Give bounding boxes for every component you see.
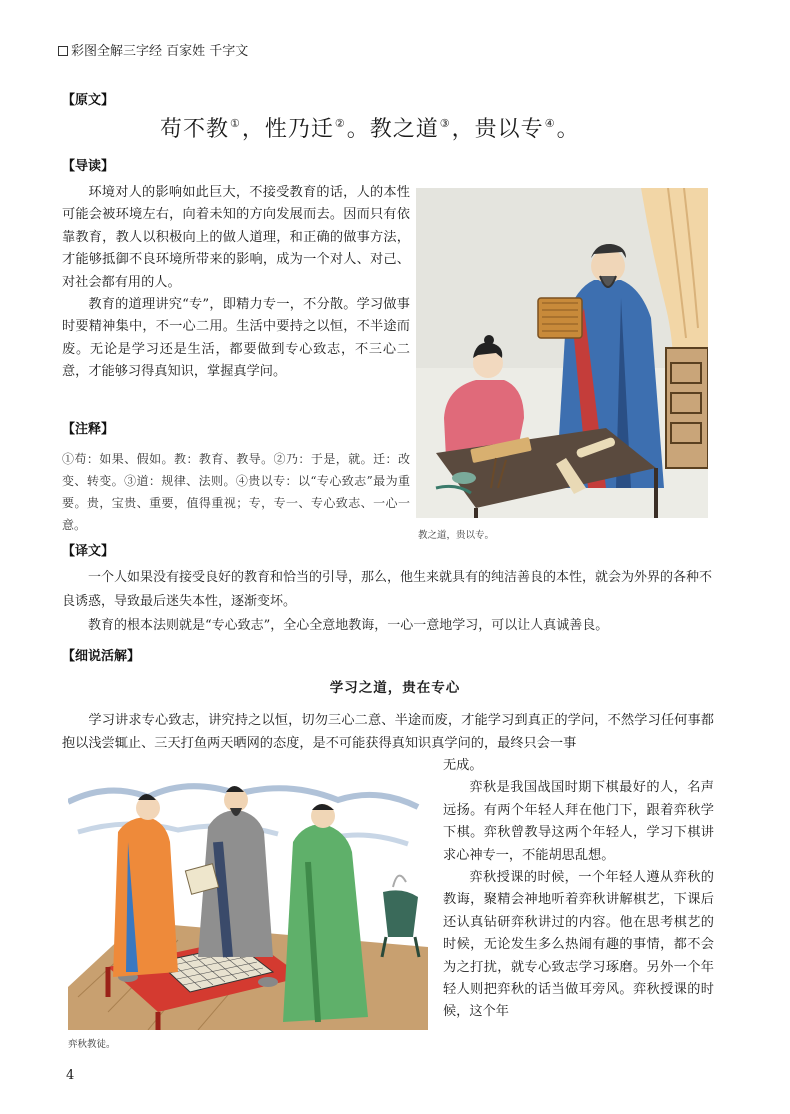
caption-top-image: 教之道，贵以专。 xyxy=(418,530,495,541)
explain-intro-paragraph: 学习讲求专心致志，讲究持之以恒，切勿三心二意、半途而废，才能学习到真正的学问，不然学习任何事都抱以浅尝辄止、三天打鱼两天晒网的态度，是不可能获得真知识真学问的，最终只会一事 xyxy=(62,713,714,751)
section-label-notes: 【注释】 xyxy=(62,422,115,437)
explain-continuation: 无成。 xyxy=(443,758,483,773)
original-clause: ，性乃迁 xyxy=(241,117,334,142)
page-number: 4 xyxy=(66,1068,75,1083)
illustration-teacher-student xyxy=(416,188,708,518)
note-ref: ① xyxy=(230,117,241,130)
section-label-guide: 【导读】 xyxy=(62,159,115,174)
running-title: 彩图全解三字经 百家姓 千字文 xyxy=(71,44,249,59)
explain-right-column xyxy=(443,755,714,1024)
original-clause: 。教之道 xyxy=(346,117,439,142)
original-clause: 。 xyxy=(556,117,580,142)
section-label-original: 【原文】 xyxy=(62,93,115,108)
explain-subheading: 学习之道，贵在专心 xyxy=(329,680,461,696)
caption-bottom-image: 弈秋教徒。 xyxy=(68,1039,116,1050)
header-box-icon xyxy=(58,46,68,56)
translation-paragraph: 一个人如果没有接受良好的教育和恰当的引导，那么，他生来就具有的纯洁善良的本性，就会为外界的各种不良诱惑，导致最后迷失本性，逐渐变坏。 xyxy=(62,570,713,609)
explain-intro xyxy=(62,710,714,755)
explain-paragraph: 弈秋是我国战国时期下棋最好的人，名声远扬。有两个年轻人拜在他门下，跟着弈秋学下棋。弈秋曾教导这两个年轻人，学习下棋讲求心神专一，不能胡思乱想。 xyxy=(443,780,714,863)
section-label-translation: 【译文】 xyxy=(62,544,115,559)
note-ref: ③ xyxy=(439,117,451,130)
teacher-student-painting xyxy=(416,188,708,518)
original-clause: ，贵以专 xyxy=(451,117,544,142)
illustration-yiqiu-teaching xyxy=(68,772,428,1030)
original-clause: 苟不教 xyxy=(160,117,230,142)
translation-text xyxy=(62,566,714,638)
running-header xyxy=(58,40,248,59)
section-label-explain: 【细说活解】 xyxy=(62,649,141,664)
yiqiu-painting xyxy=(68,772,428,1030)
note-ref: ④ xyxy=(544,117,556,130)
translation-paragraph: 教育的根本法则就是“专心致志”，全心全意地教诲，一心一意地学习，可以让人真诚善良。 xyxy=(88,618,609,633)
guide-text xyxy=(62,182,410,384)
guide-paragraph: 教育的道理讲究“专”，即精力专一，不分散。学习做事时要精神集中，不一心二用。生活中要持之以恒，不半途而废。无论是学习还是生活，都要做到专心致志，不三心二意，才能够习得真知识，掌握真学问。 xyxy=(62,297,410,380)
notes-text: ①苟：如果、假如。教：教育、教导。②乃：于是，就。迁：改变、转变。③道：规律、法则。④贵以专：以“专心致志”最为重要。贵，宝贵、重要，值得重视；专，专一、专心致志、一心一意。 xyxy=(62,452,410,532)
explain-paragraph: 弈秋授课的时候，一个年轻人遵从弈秋的教诲，聚精会神地听着弈秋讲解棋艺，下课后还认真钻研弈秋讲过的内容。他在思考棋艺的时候，无论发生多么热闹有趣的事情，都不会为之打扰，就专心致志学习琢磨。另外一个年轻人则把弈秋的话当做耳旁风。弈秋授课的时候，这个年 xyxy=(443,870,714,1020)
original-text xyxy=(160,112,630,143)
guide-paragraph: 环境对人的影响如此巨大，不接受教育的话，人的本性可能会被环境左右，向着未知的方向发展而去。因而只有依靠教育，教人以积极向上的做人道理，和正确的做事方法，才能够抵御不良环境所带来的影响，成为一个对人、对己、对社会都有用的人。 xyxy=(62,185,410,290)
note-ref: ② xyxy=(334,117,346,130)
